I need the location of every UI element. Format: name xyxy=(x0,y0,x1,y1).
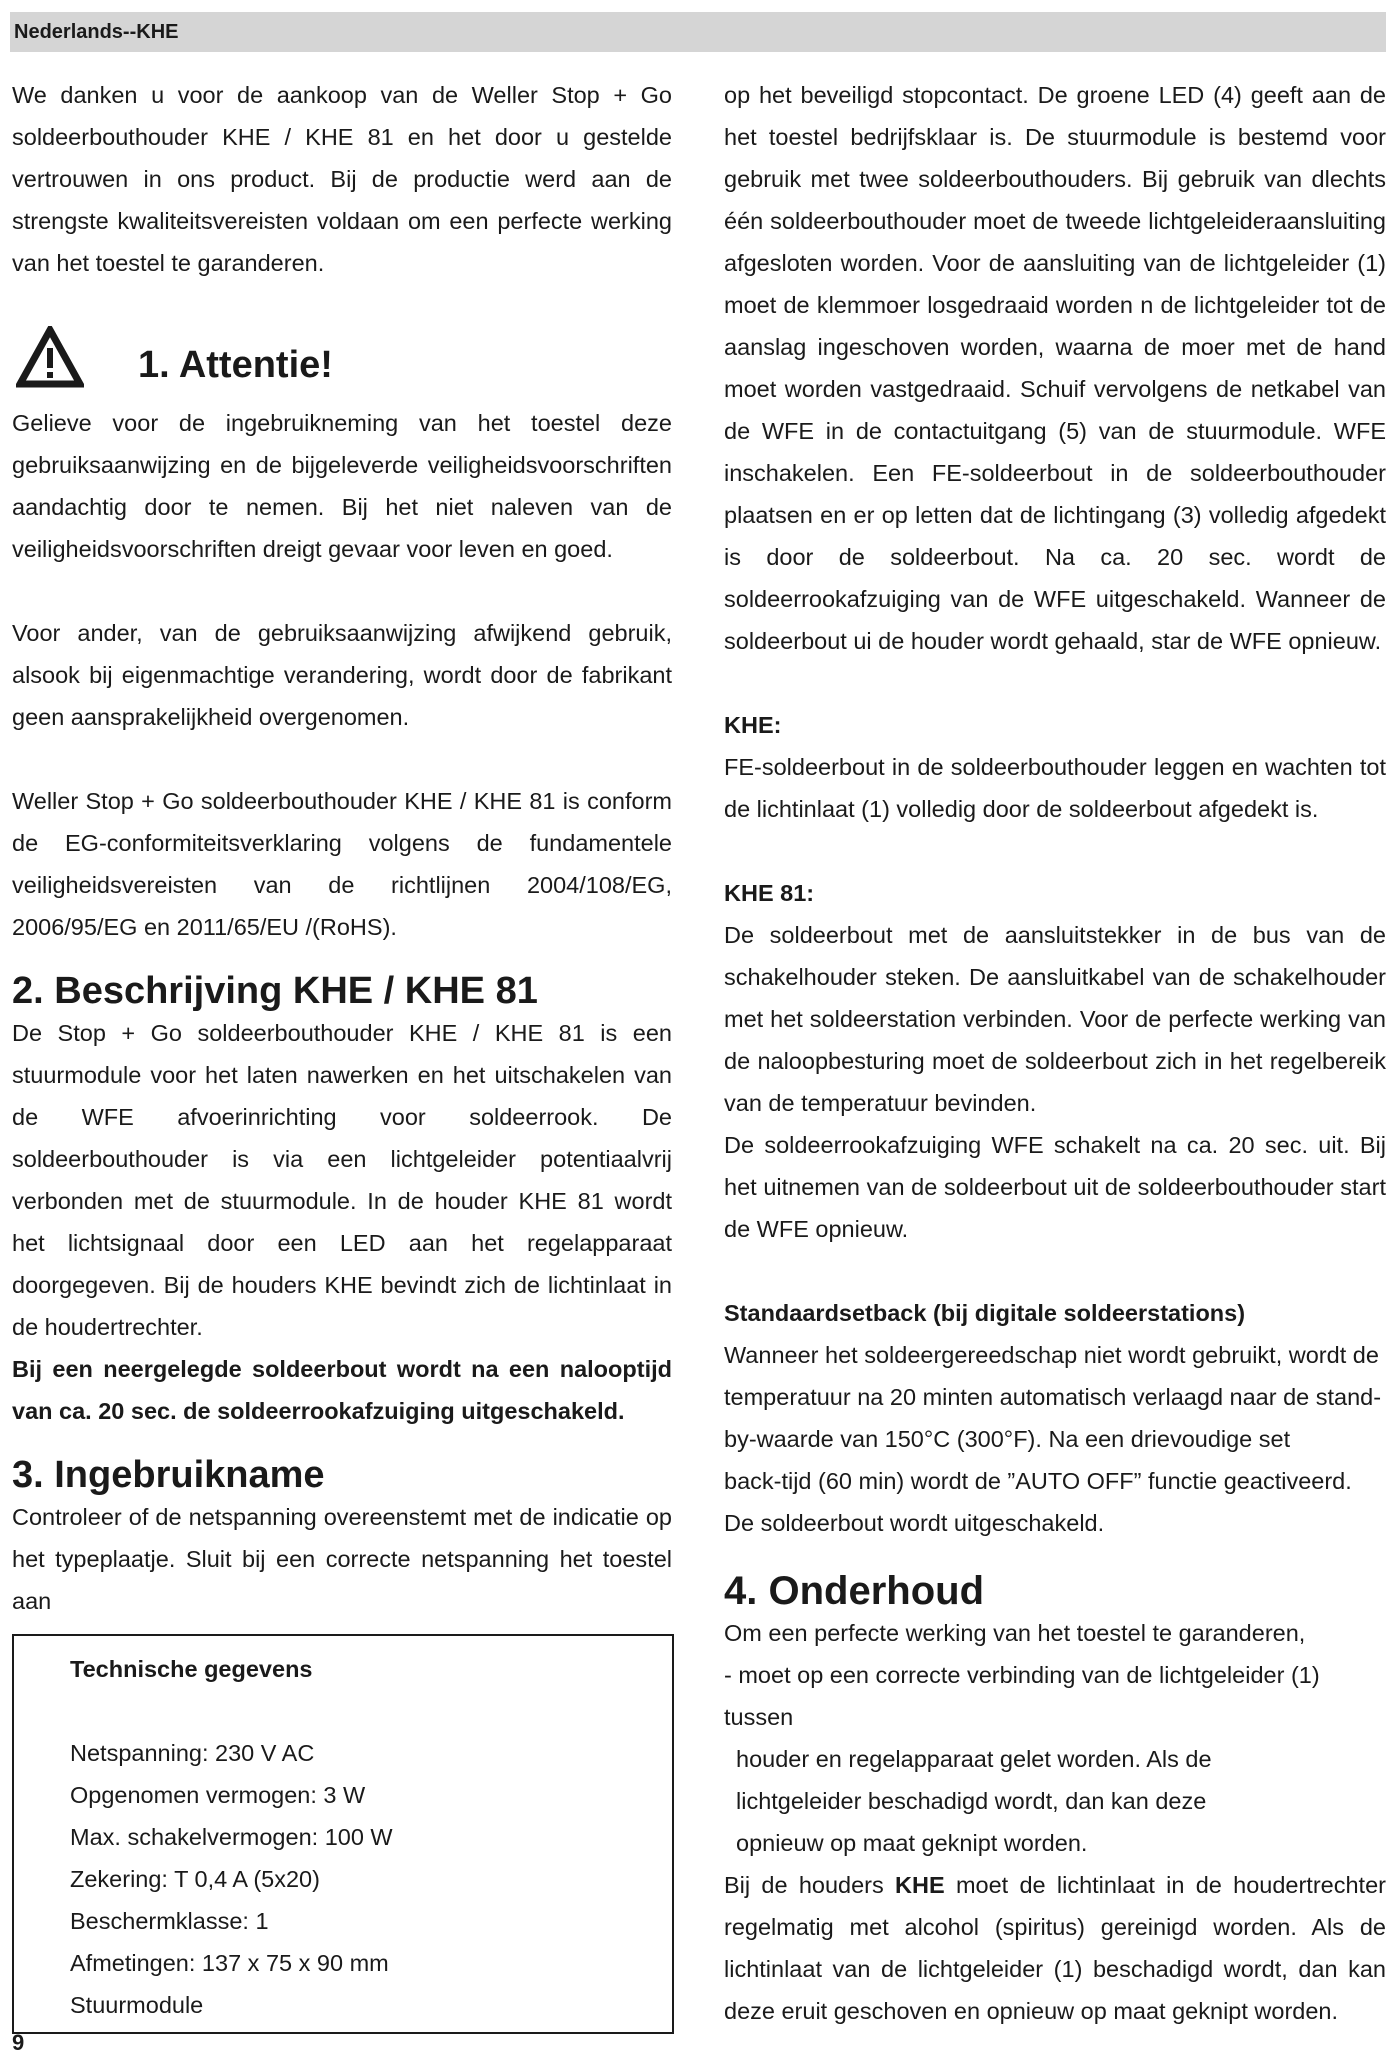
section-title-maintenance: 4. Onderhoud xyxy=(724,1569,984,1613)
right-column xyxy=(724,74,1386,2032)
attention-heading xyxy=(12,284,672,402)
spec-line: Stuurmodule xyxy=(70,1992,204,2018)
attention-paragraph-1: Gelieve voor de ingebruikneming van het toestel deze gebruiksaanwijzing en de bijgeleverde veiligheidsvoorschriften aandachtig door te nemen. Bij het niet naleven van de veiligheidsvoorschriften dreigt gevaar voor leven en goed. xyxy=(12,410,672,562)
description-paragraph: De Stop + Go soldeerbouthouder KHE / KHE 81 is een stuurmodule voor het laten nawerken en het uitschakelen van de WFE afvoerinrichting voor soldeerrook. De soldeerbouthouder is via een lichtgeleider potentiaalvrij verbonden met de stuurmodule. In de houder KHE 81 wordt het lichtsignaal door een LED aan het regelapparaat doorgegeven. Bij de houders KHE bevindt zich de lichtinlaat in de houdertrechter. xyxy=(12,1020,672,1340)
maintenance-paragraph-2 xyxy=(724,1864,1386,2032)
maintenance-p2-bold: KHE xyxy=(895,1872,945,1898)
warning-icon xyxy=(16,326,84,388)
khe-paragraph: FE-soldeerbout in de soldeerbouthouder leggen en wachten tot de lichtinlaat (1) volledig door de soldeerbout afgedekt is. xyxy=(724,754,1386,822)
language-header: Nederlands--KHE xyxy=(10,12,1386,52)
khe81-paragraph-2: De soldeerrookafzuiging WFE schakelt na ca. 20 sec. uit. Bij het uitnemen van de soldeerbout uit de soldeerbouthouder start de WFE opnieuw. xyxy=(724,1132,1386,1242)
setback-line: Wanneer het soldeergereedschap niet wordt gebruikt, wordt de xyxy=(724,1342,1379,1368)
khe81-subtitle: KHE 81: xyxy=(724,880,815,906)
maintenance-intro: Om een perfecte werking van het toestel te garanderen, xyxy=(724,1620,1306,1646)
technical-data-title: Technische gegevens xyxy=(70,1656,313,1682)
setback-line: De soldeerbout wordt uitgeschakeld. xyxy=(724,1510,1105,1536)
setback-paragraph xyxy=(724,1334,1386,1544)
maintenance-p2-post: moet de lichtinlaat in de houdertrechter regelmatig met alcohol (spiritus) gereinigd worden. Als de lichtinlaat van de lichtgeleider (1) beschadigd wordt, dan kan deze eruit geschoven en opnieuw op maat geknipt worden. xyxy=(724,1872,1386,2024)
section-title-description: 2. Beschrijving KHE / KHE 81 xyxy=(12,970,538,1012)
spec-line: Zekering: T 0,4 A (5x20) xyxy=(70,1866,320,1892)
technical-data-box xyxy=(12,1634,674,2034)
maintenance-p2-pre: Bij de houders xyxy=(724,1872,896,1898)
setback-line: temperatuur na 20 minten automatisch verlaagd naar de stand- xyxy=(724,1384,1382,1410)
attention-paragraph-2: Voor ander, van de gebruiksaanwijzing afwijkend gebruik, alsook bij eigenmachtige verandering, wordt door de fabrikant geen aansprakelijkheid overgenomen. xyxy=(12,620,672,730)
maintenance-list-item: - moet op een correcte verbinding van de lichtgeleider (1) tussen xyxy=(724,1662,1320,1730)
spec-line: Opgenomen vermogen: 3 W xyxy=(70,1782,366,1808)
khe81-paragraph-1: De soldeerbout met de aansluitstekker in de bus van de schakelhouder steken. De aansluitkabel van de schakelhouder met het soldeerstation verbinden. Voor de perfecte werking van de naloopbesturing moet de soldeerbout zich in het regelbereik van de temperatuur bevinden. xyxy=(724,922,1386,1116)
description-bold-note: Bij een neergelegde soldeerbout wordt na een nalooptijd van ca. 20 sec. de soldeerrookafzuiging uitgeschakeld. xyxy=(12,1356,672,1424)
setup-paragraph: Controleer of de netspanning overeenstemt met de indicatie op het typeplaatje. Sluit bij een correcte netspanning het toestel aan xyxy=(12,1504,672,1614)
spec-line: Afmetingen: 137 x 75 x 90 mm xyxy=(70,1950,389,1976)
page-number: 9 xyxy=(12,2030,25,2055)
setback-line: back-tijd (60 min) wordt de ”AUTO OFF” functie geactiveerd. xyxy=(724,1468,1352,1494)
setback-subtitle: Standaardsetback (bij digitale soldeerstations) xyxy=(724,1300,1246,1326)
spec-line: Max. schakelvermogen: 100 W xyxy=(70,1824,393,1850)
spec-line: Netspanning: 230 V AC xyxy=(70,1740,315,1766)
intro-paragraph: We danken u voor de aankoop van de Weller Stop + Go soldeerbouthouder KHE / KHE 81 en het door u gestelde vertrouwen in ons product. Bij de productie werd aan de strengste kwaliteitsvereisten voldaan om een perfecte werking van het toestel te garanderen. xyxy=(12,82,672,276)
maintenance-list-item-continued: houder en regelapparaat gelet worden. Als de lichtgeleider beschadigd wordt, dan kan deze opnieuw op maat geknipt worden. xyxy=(736,1746,1212,1856)
setup-continued-paragraph: op het beveiligd stopcontact. De groene LED (4) geeft aan de het toestel bedrijfsklaar is. De stuurmodule is bestemd voor gebruik met twee soldeerbouthouders. Bij gebruik van dlechts één soldeerbouthouder moet de tweede lichtgeleideraansluiting afgesloten worden. Voor de aansluiting van de lichtgeleider (1) moet de klemmoer losgedraaid worden n de lichtgeleider tot de aanslag ingeschoven worden, waarna de moer met de hand moet worden vastgedraaid. Schuif vervolgens de netkabel van de WFE in de contactuitgang (5) van de stuurmodule. WFE inschakelen. Een FE-soldeerbout in de soldeerbouthouder plaatsen en er op letten dat de lichtingang (3) volledig afgedekt is door de soldeerbout. Na ca. 20 sec. wordt de soldeerrookafzuiging van de WFE uitgeschakeld. Wanneer de soldeerbout ui de houder wordt gehaald, star de WFE opnieuw. xyxy=(724,82,1386,654)
khe-subtitle: KHE: xyxy=(724,712,782,738)
setback-line: by-waarde van 150°C (300°F). Na een drievoudige set xyxy=(724,1426,1291,1452)
section-title-setup: 3. Ingebruikname xyxy=(12,1454,325,1496)
left-column xyxy=(12,74,672,1622)
spec-line: Beschermklasse: 1 xyxy=(70,1908,269,1934)
attention-paragraph-3: Weller Stop + Go soldeerbouthouder KHE / KHE 81 is conform de EG-conformiteitsverklaring volgens de fundamentele veiligheidsvereisten van de richtlijnen 2004/108/EG, 2006/95/EG en 2011/65/EU /(RoHS). xyxy=(12,788,672,940)
attention-title: 1. Attentie! xyxy=(138,344,333,386)
